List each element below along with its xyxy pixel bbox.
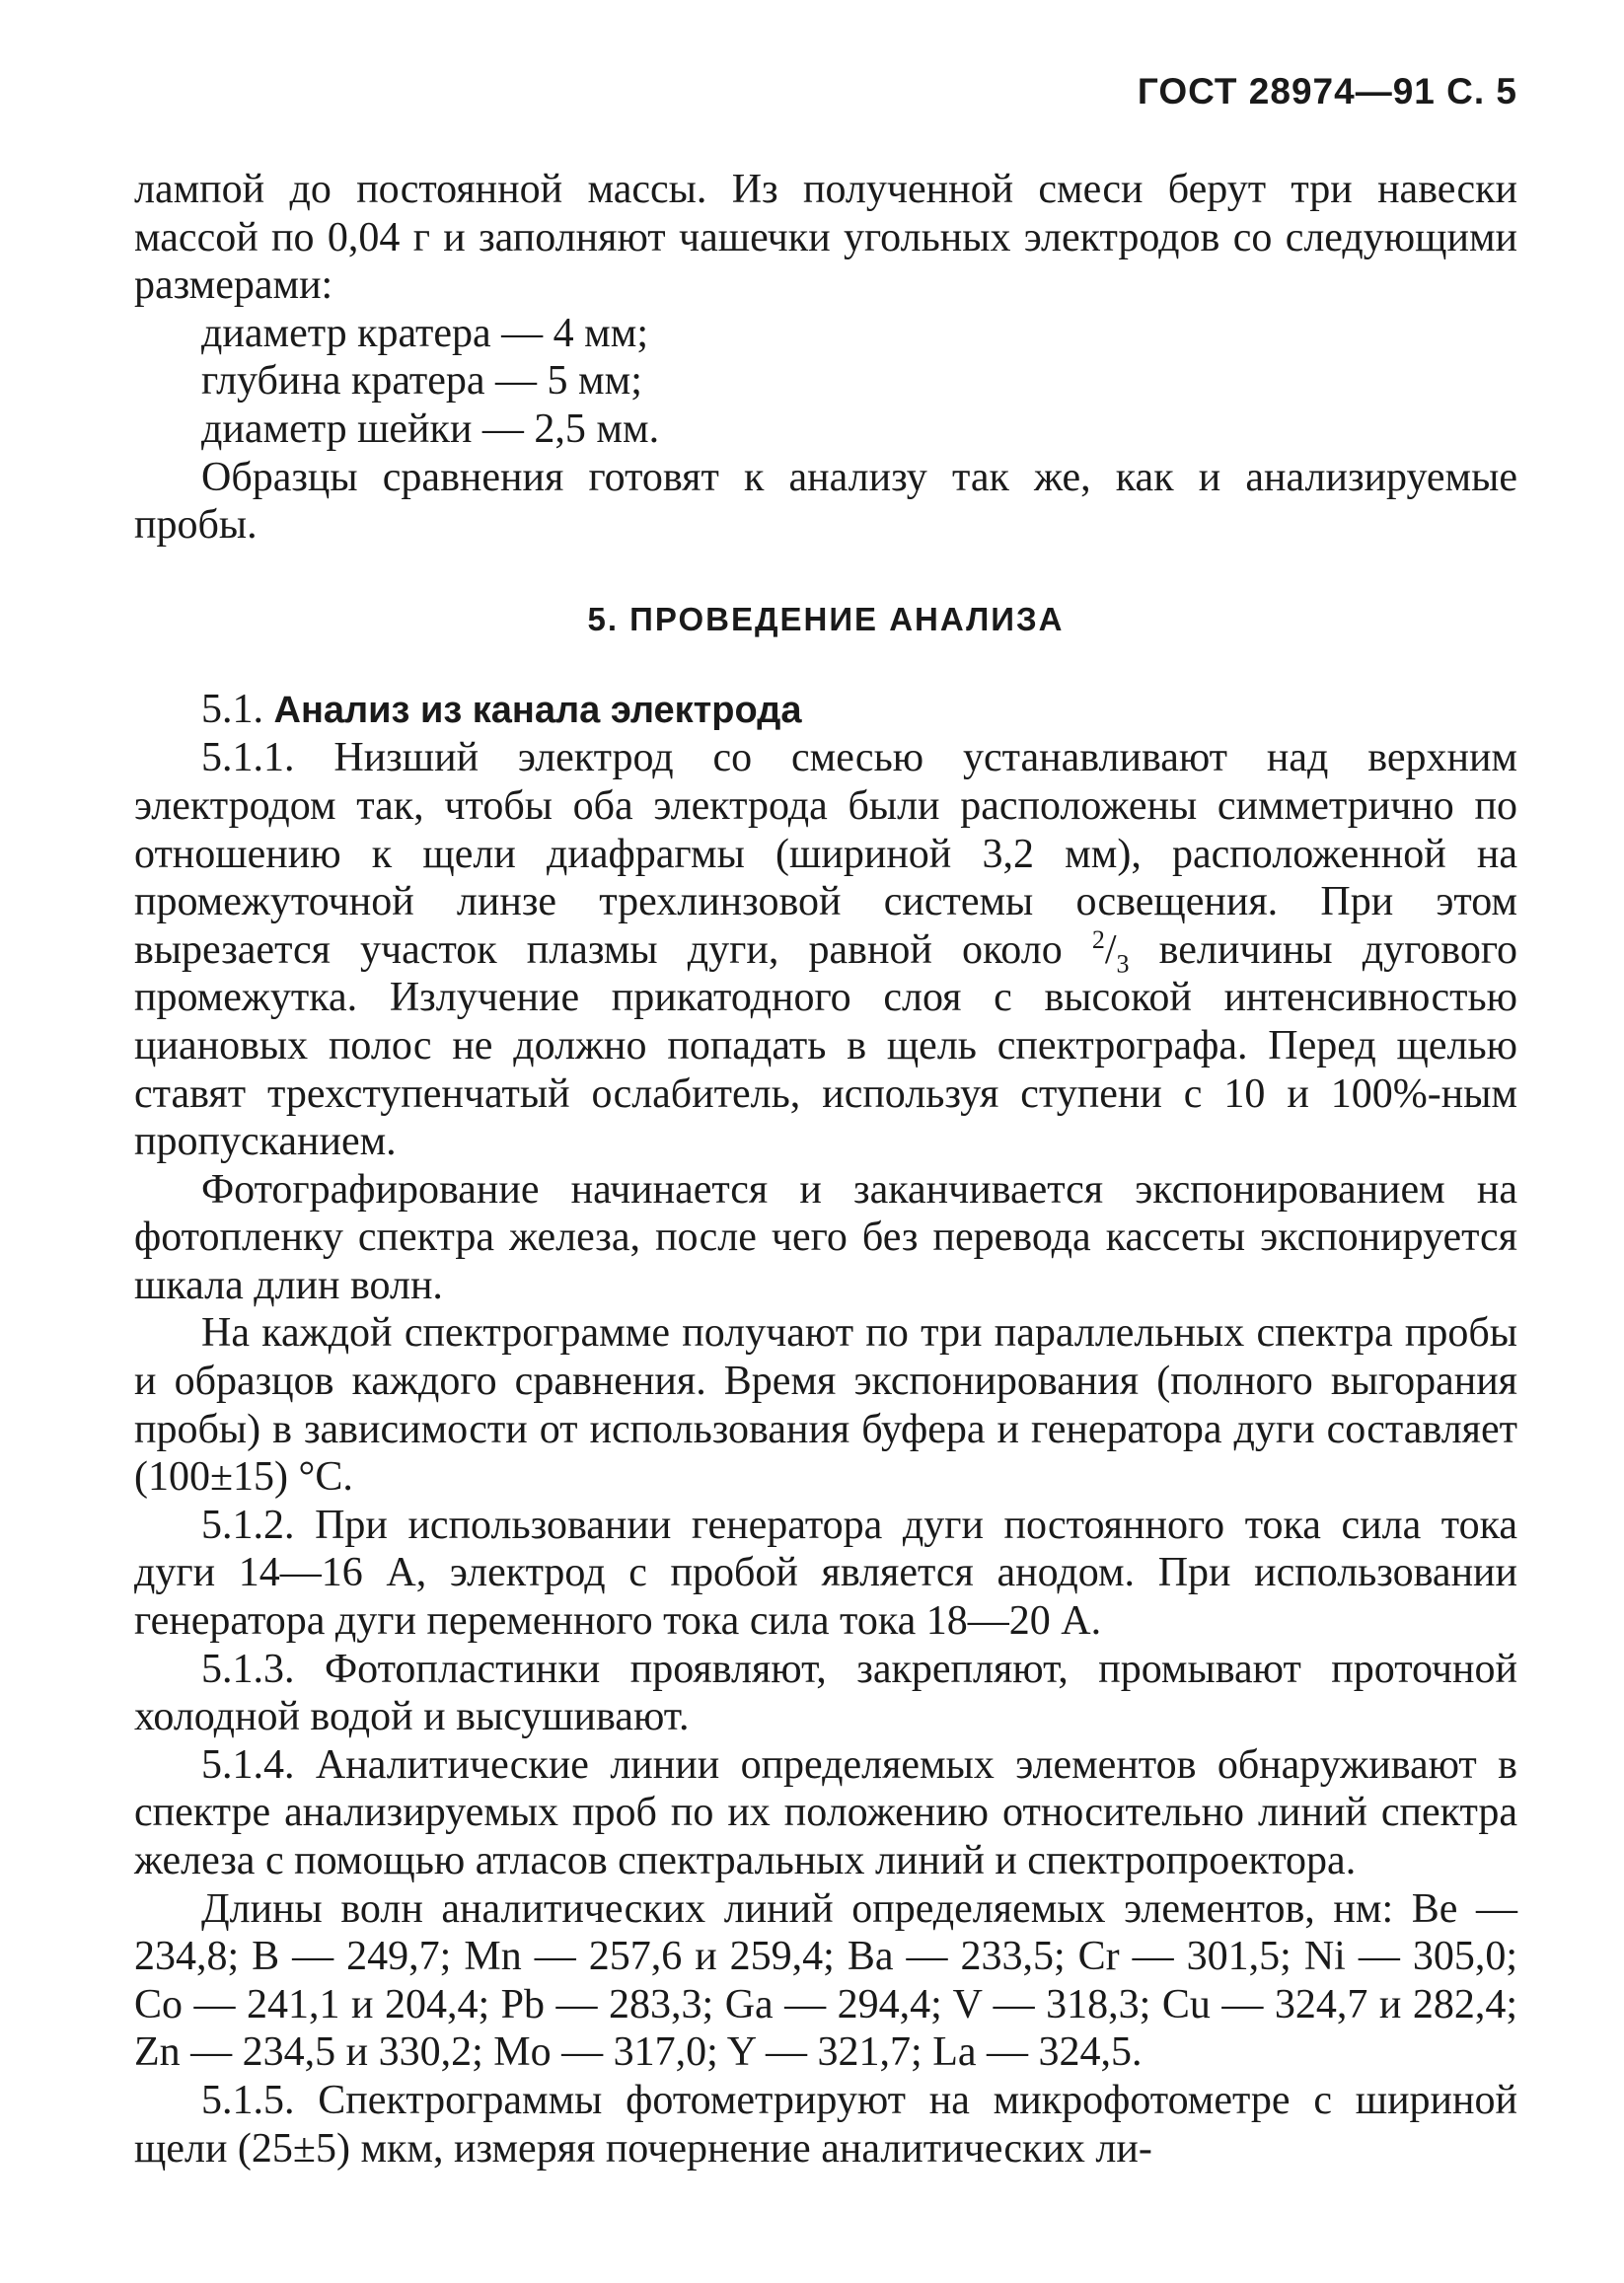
subsection-number: 5.1. [201,686,263,732]
dimension-item: диаметр шейки — 2,5 мм. [201,405,660,452]
fraction-denominator: 3 [1116,949,1130,979]
running-header: ГОСТ 28974—91 С. 5 [1137,71,1517,111]
clause-5-1-5: 5.1.5. Спектрограммы фотометрируют на микрофотометре с шириной щели (25±5) мкм, измеряя почернение аналитических ли- [134,2077,1517,2172]
clause-5-1-1-text-b: величины дугового промежутка. Излучение прикатодного слоя с высокой интенсивностью циановых полос не должно попадать в щель спектрографа. Перед щелью ставят трехступенчатый ослабитель, используя ступени с 10 и 100%-ным пропусканием. [134,926,1518,1165]
clause-5-1-2: 5.1.2. При использовании генератора дуги постоянного тока сила тока дуги 14—16 А, электрод с пробой является анодом. При использовании генератора дуги переменного тока сила тока 18—20 А. [134,1502,1517,1645]
subsection-title: Анализ из канала электрода [273,689,802,731]
subsection-heading [134,686,1517,735]
section-heading: 5. ПРОВЕДЕНИЕ АНАЛИЗА [587,600,1065,637]
clause-5-1-3: 5.1.3. Фотопластинки проявляют, закрепляют, промывают проточной холодной водой и высушивают. [134,1646,1517,1740]
photography-paragraph: Фотографирование начинается и заканчивается экспонированием на фотопленку спектра железа, после чего без перевода кассеты экспонируется шкала длин волн. [134,1166,1517,1308]
clause-5-1-4: 5.1.4. Аналитические линии определяемых элементов обнаруживают в спектре анализируемых проб по их положению относительно линий спектра железа с помощью атласов спектральных линий и спектропроектора. [134,1741,1517,1883]
intro-paragraph: лампой до постоянной массы. Из полученной смеси берут три навески массой по 0,04 г и заполняют чашечки угольных электродов со следующими размерами: [134,167,1517,309]
fraction-numerator: 2 [1091,924,1105,954]
dimension-item: диаметр кратера — 4 мм; [201,310,648,356]
dimension-list [134,310,1517,454]
clause-5-1-1-text-a: 5.1.1. Низший электрод со смесью устанавливают над верхним электродом так, чтобы оба электрода были расположены симметрично по отношению к щели диафрагмы (шириной 3,2 мм), расположенной на промежуточной линзе трехлинзовой системы освещения. При этом вырезается участок плазмы дуги, равной около [134,735,1517,973]
dimension-item: глубина кратера — 5 мм; [201,358,642,405]
clause-5-1-1: 5.1.1. Низший электрод со смесью устанавливают над верхним электродом так, чтобы оба электрода были расположены симметрично по отношению к щели диафрагмы (шириной 3,2 мм), расположенной на промежуточной линзе трехлинзовой системы освещения. При этом вырезается участок плазмы дуги, равной около $^2/_3$ величины дугового промежутка. Излучение прикатодного слоя с высокой интенсивностью циановых полос не должно попадать в щель спектрографа. Перед щелью ставят трехступенчатый ослабитель, используя ступени с 10 и 100%-ным пропусканием. [134,735,1518,1165]
reference-samples-paragraph: Образцы сравнения готовят к анализу так же, как и анализируемые пробы. [134,454,1517,549]
spectrogram-paragraph: На каждой спектрограмме получают по три параллельных спектра пробы и образцов каждого сравнения. Время экспонирования (полного выгорания пробы) в зависимости от использования буфера и генератора дуги составляет (100±15) °С. [134,1310,1517,1501]
page-body [134,166,1517,2173]
wavelengths-paragraph: Длины волн аналитических линий определяемых элементов, нм: Be — 234,8; B — 249,7; Mn — 257,6 и 259,4; Ba — 233,5; Cr — 301,5; Ni — 305,0; Co — 241,1 и 204,4; Pb — 283,3; Ga — 294,4; V — 318,3; Cu — 324,7 и 282,4; Zn — 234,5 и 330,2; Mo — 317,0; Y — 321,7; La — 324,5. [134,1885,1517,2076]
